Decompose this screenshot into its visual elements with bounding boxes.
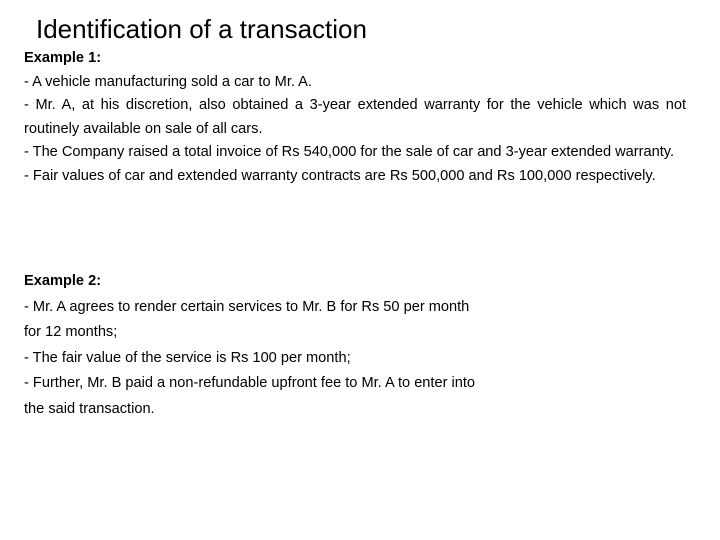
example-1-point: - Mr. A, at his discretion, also obtained a 3-year extended warranty for the vehicle which was not routinely available on sale of all cars. bbox=[24, 97, 686, 137]
example-2-line: - The fair value of the service is Rs 100 per month; bbox=[24, 349, 351, 366]
example-2-line: - Mr. A agrees to render certain services to Mr. B for Rs 50 per month bbox=[24, 298, 470, 315]
example-1-point: - The Company raised a total invoice of Rs 540,000 for the sale of car and 3-year extended warranty. bbox=[24, 144, 675, 160]
example-2-line: the said transaction. bbox=[24, 400, 155, 417]
example-2-line: - Further, Mr. B paid a non-refundable upfront fee to Mr. A to enter into bbox=[24, 375, 476, 391]
example-1-section bbox=[24, 47, 686, 188]
example-1-point: - Fair values of car and extended warranty contracts are Rs 500,000 and Rs 100,000 respectively. bbox=[24, 167, 656, 184]
example-2-section bbox=[24, 269, 584, 422]
example-2-line: for 12 months; bbox=[24, 324, 118, 340]
example-1-heading: Example 1: bbox=[24, 50, 102, 66]
example-2-heading: Example 2: bbox=[24, 273, 102, 289]
slide-title: Identification of a transaction bbox=[36, 14, 367, 44]
example-1-point: - A vehicle manufacturing sold a car to Mr. A. bbox=[24, 73, 312, 90]
